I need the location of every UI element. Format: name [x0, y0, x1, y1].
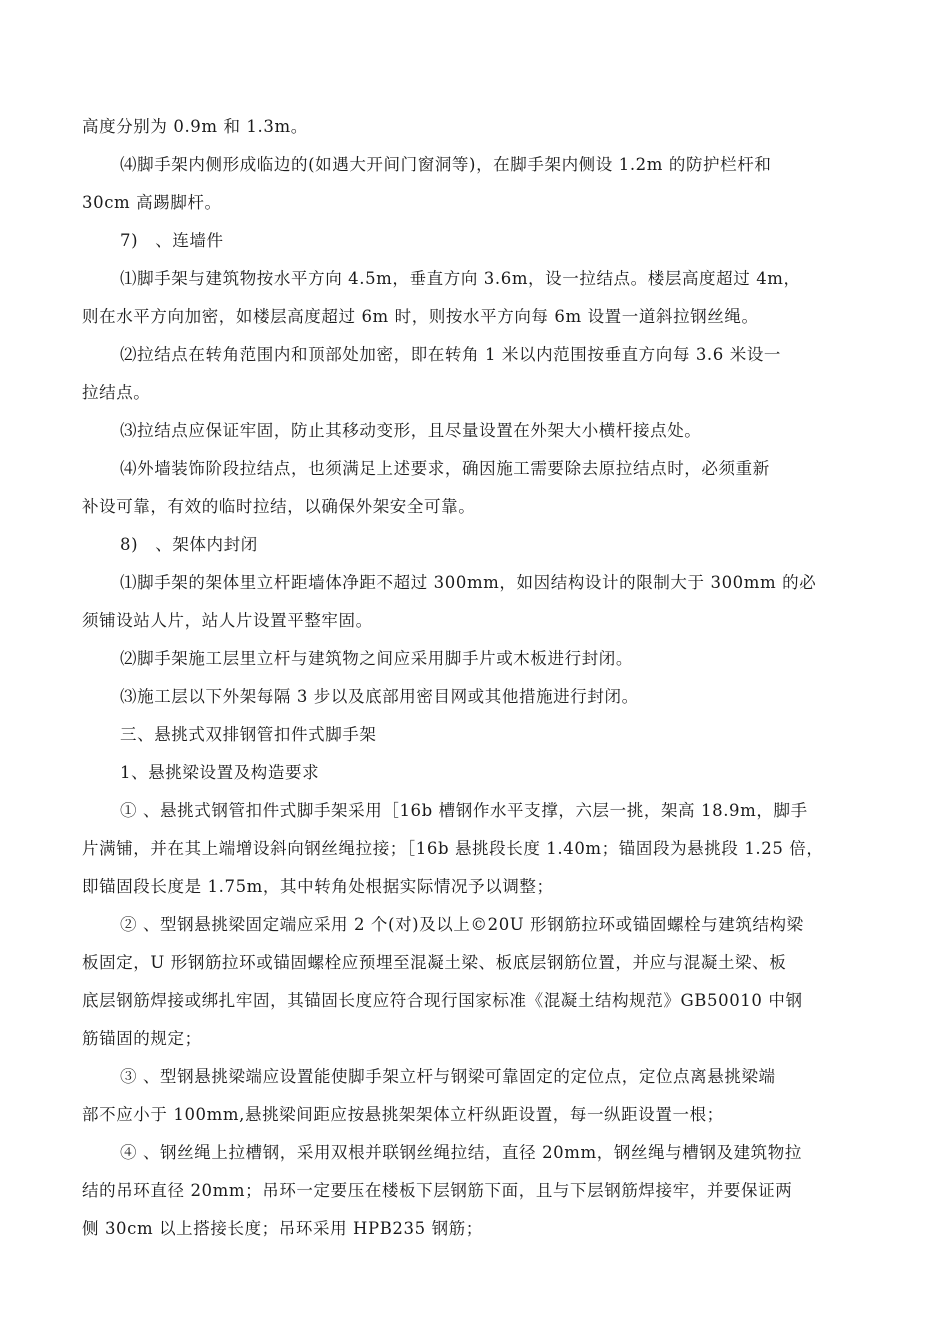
paragraph-line: ⑴脚手架的架体里立杆距墙体净距不超过 300mm，如因结构设计的限制大于 300mm 的必	[120, 573, 817, 592]
paragraph-line: 补设可靠，有效的临时拉结，以确保外架安全可靠。	[82, 497, 476, 516]
paragraph-line: ⑶施工层以下外架每隔 3 步以及底部用密目网或其他措施进行封闭。	[120, 687, 639, 706]
paragraph-line: ⑴脚手架与建筑物按水平方向 4.5m，垂直方向 3.6m，设一拉结点。楼层高度超过 4m，	[120, 269, 801, 288]
paragraph-line: 底层钢筋焊接或绑扎牢固，其锚固长度应符合现行国家标准《混凝土结构规范》GB50010 中钢	[82, 991, 803, 1010]
paragraph-line: 30cm 高踢脚杆。	[82, 193, 222, 212]
paragraph-line: 侧 30cm 以上搭接长度；吊环采用 HPB235 钢筋；	[82, 1219, 483, 1238]
paragraph-line: 结的吊环直径 20mm；吊环一定要压在楼板下层钢筋下面，且与下层钢筋焊接牢，并要保证两	[82, 1181, 793, 1200]
paragraph-line: ④ 、钢丝绳上拉槽钢，采用双根并联钢丝绳拉结，直径 20mm，钢丝绳与槽钢及建筑物拉	[120, 1143, 802, 1162]
paragraph-line: ③ 、型钢悬挑梁端应设置能使脚手架立杆与钢梁可靠固定的定位点，定位点离悬挑梁端	[120, 1067, 776, 1086]
paragraph-line: ⑵拉结点在转角范围内和顶部处加密，即在转角 1 米以内范围按垂直方向每 3.6 米设一	[120, 345, 782, 364]
subsection-heading: 1、悬挑梁设置及构造要求	[120, 763, 320, 782]
paragraph-line: ⑶拉结点应保证牢固，防止其移动变形，且尽量设置在外架大小横杆接点处。	[120, 421, 702, 440]
section-heading: 三、悬挑式双排钢管扣件式脚手架	[120, 725, 377, 744]
paragraph-line: 则在水平方向加密，如楼层高度超过 6m 时，则按水平方向每 6m 设置一道斜拉钢丝绳。	[82, 307, 759, 326]
paragraph-line: ① 、悬挑式钢管扣件式脚手架采用［16b 槽钢作水平支撑，六层一挑，架高 18.9m，脚手	[120, 801, 808, 820]
paragraph-line: ⑵脚手架施工层里立杆与建筑物之间应采用脚手片或木板进行封闭。	[120, 649, 633, 668]
paragraph-line: 筋锚固的规定；	[82, 1029, 202, 1048]
paragraph-line: ② 、型钢悬挑梁固定端应采用 2 个(对)及以上©20U 形钢筋拉环或锚固螺栓与建筑结构梁	[120, 915, 804, 934]
paragraph-line: 板固定，U 形钢筋拉环或锚固螺栓应预埋至混凝土梁、板底层钢筋位置，并应与混凝土梁、板	[82, 953, 787, 972]
paragraph-line: ⑷外墙装饰阶段拉结点，也须满足上述要求，确因施工需要除去原拉结点时，必须重新	[120, 459, 770, 478]
paragraph-line: 拉结点。	[82, 383, 151, 402]
paragraph-line: 即锚固段长度是 1.75m，其中转角处根据实际情况予以调整；	[82, 877, 554, 896]
paragraph-line: 须铺设站人片，站人片设置平整牢固。	[82, 611, 373, 630]
paragraph-line: 高度分别为 0.9m 和 1.3m。	[82, 117, 308, 136]
paragraph-line: ⑷脚手架内侧形成临边的(如遇大开间门窗洞等)，在脚手架内侧设 1.2m 的防护栏杆和	[120, 155, 772, 174]
section-heading: 8) 、架体内封闭	[120, 535, 258, 554]
paragraph-line: 片满铺，并在其上端增设斜向钢丝绳拉接；［16b 悬挑段长度 1.40m；锚固段为悬挑段 1.25 倍，	[82, 839, 824, 858]
paragraph-line: 部不应小于 100mm,悬挑梁间距应按悬挑架架体立杆纵距设置，每一纵距设置一根；	[82, 1105, 724, 1124]
section-heading: 7) 、连墙件	[120, 231, 224, 250]
